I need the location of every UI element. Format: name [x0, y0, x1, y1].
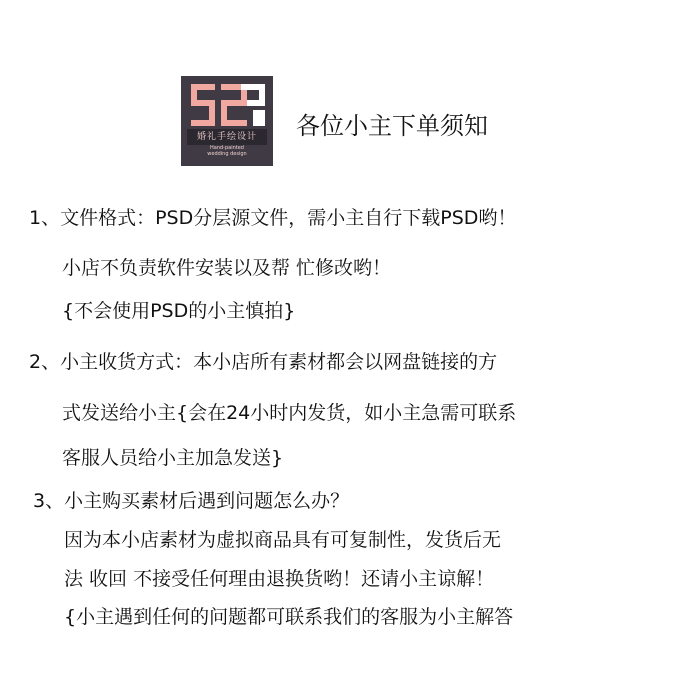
notice-line: 因为本小店素材为虚拟商品具有可复制性，发货后无 [64, 529, 502, 551]
shop-logo [181, 76, 273, 166]
notice-line: 法 收回 不接受任何理由退换货哟！还请小主谅解！ [64, 568, 495, 590]
notice-line: 小店不负责软件安装以及帮 忙修改哟！ [62, 257, 392, 279]
page-title: 各位小主下单须知 [296, 112, 488, 140]
logo-caption: 婚礼手绘设计 [196, 132, 257, 142]
notice-line: 2、小主收货方式：本小店所有素材都会以网盘链接的方 [29, 351, 498, 373]
notice-line: {小主遇到任何的问题都可联系我们的客服为小主解答 [64, 606, 514, 628]
notice-line: 客服人员给小主加急发送} [62, 447, 284, 469]
logo-subtitle: Hand-painted [210, 145, 244, 151]
notice-line: 1、文件格式：PSD分层源文件，需小主自行下载PSD哟！ [29, 207, 517, 229]
notice-line: 式发送给小主{会在24小时内发货，如小主急需可联系 [62, 402, 517, 424]
notice-line: {不会使用PSD的小主慎拍} [62, 300, 296, 322]
logo-subtitle: wedding design [207, 151, 247, 157]
notice-line: 3、小主购买素材后遇到问题怎么办？ [33, 490, 350, 512]
